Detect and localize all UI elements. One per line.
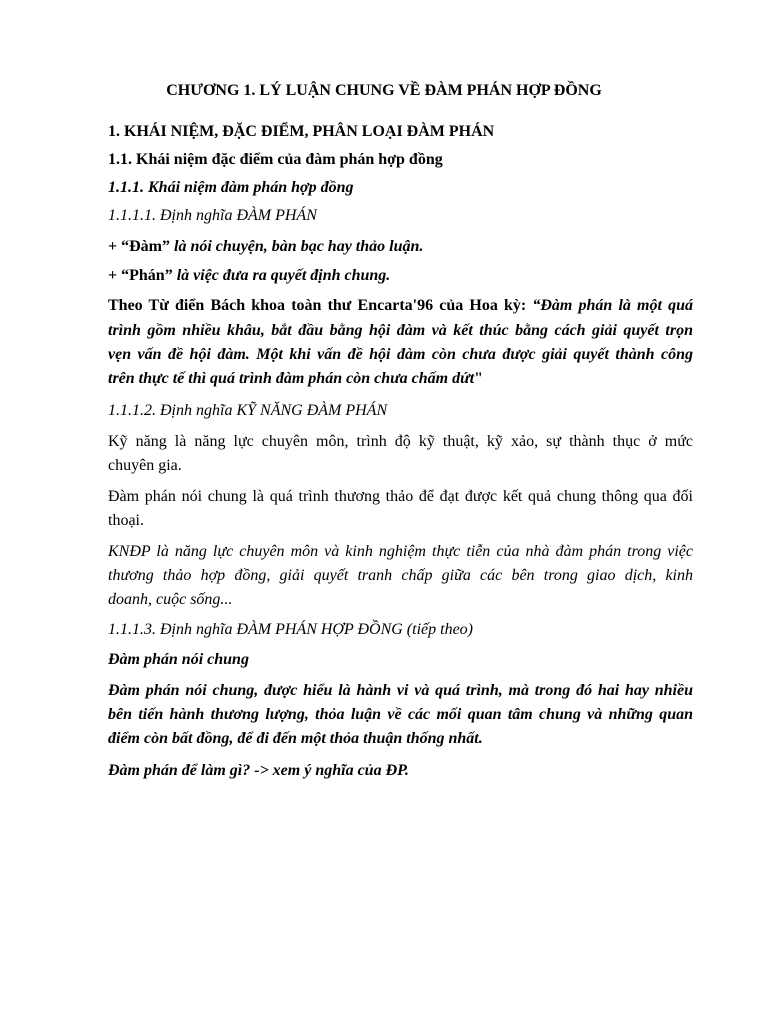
bullet-prefix: + bbox=[108, 238, 122, 255]
encarta-quote-end: trên thực tế thì quá trình đàm phán còn chưa chấm dứt bbox=[108, 370, 475, 387]
section-heading-1-1-1-2: 1.1.1.2. Định nghĩa KỸ NĂNG ĐÀM PHÁN bbox=[108, 402, 388, 419]
section-heading-1-1-1: 1.1.1. Khái niệm đàm phán hợp đồng bbox=[108, 179, 354, 196]
bullet-term: “Phán” bbox=[121, 267, 173, 284]
section-heading-1-1-1-3: 1.1.1.3. Định nghĩa ĐÀM PHÁN HỢP ĐỒNG (tiếp theo) bbox=[108, 621, 473, 638]
section-heading-1-1: 1.1. Khái niệm đặc điểm của đàm phán hợp đồng bbox=[108, 151, 443, 168]
purpose-line: Đàm phán để làm gì? -> xem ý nghĩa của ĐP. bbox=[108, 762, 409, 779]
kndp-line-1: KNĐP là năng lực chuyên môn và kinh nghiệm thực tiễn của nhà đàm phán trong việc bbox=[108, 543, 693, 560]
encarta-closing-mark: " bbox=[474, 370, 484, 387]
kndp-line-3: doanh, cuộc sống... bbox=[108, 591, 233, 608]
encarta-line-4 bbox=[108, 369, 483, 389]
section-heading-1: 1. KHÁI NIỆM, ĐẶC ĐIỂM, PHÂN LOẠI ĐÀM PHÁN bbox=[108, 123, 495, 140]
bullet-dam bbox=[108, 237, 423, 257]
kndp-line-2: thương thảo hợp đồng, giải quyết tranh chấp giữa các bên trong giao dịch, kinh bbox=[108, 567, 693, 584]
encarta-line-2: trình gồm nhiều khâu, bắt đầu bằng hội đàm và kết thúc bằng cách giải quyết trọn bbox=[108, 322, 693, 339]
encarta-source: Theo Từ điển Bách khoa toàn thư Encarta'96 của Hoa kỳ: bbox=[108, 297, 533, 314]
bullet-term: “Đàm” bbox=[121, 238, 171, 255]
general-line-1: Đàm phán nói chung, được hiểu là hành vi và quá trình, mà trong đó hai hay nhiều bbox=[108, 682, 693, 699]
general-line-3: điểm còn bất đồng, để đi đến một thỏa thuận thống nhất. bbox=[108, 730, 483, 747]
encarta-line-1 bbox=[108, 296, 693, 316]
general-heading: Đàm phán nói chung bbox=[108, 651, 249, 668]
general-line-2: bên tiến hành thương lượng, thỏa luận về các mối quan tâm chung và những quan bbox=[108, 706, 693, 723]
encarta-line-3: vẹn vấn đề hội đàm. Một khi vấn đề hội đàm còn chưa được giải quyết thành công bbox=[108, 346, 693, 363]
negotiation-line-2: thoại. bbox=[108, 512, 144, 529]
skill-line-1: Kỹ năng là năng lực chuyên môn, trình độ kỹ thuật, kỹ xảo, sự thành thục ở mức bbox=[108, 433, 693, 450]
bullet-text: là nói chuyện, bàn bạc hay thảo luận. bbox=[170, 238, 424, 255]
encarta-quote-start: “Đàm phán là một quá bbox=[532, 297, 693, 314]
bullet-text: là việc đưa ra quyết định chung. bbox=[172, 267, 391, 284]
negotiation-line-1: Đàm phán nói chung là quá trình thương thảo để đạt được kết quả chung thông qua đối bbox=[108, 488, 693, 505]
chapter-title: CHƯƠNG 1. LÝ LUẬN CHUNG VỀ ĐÀM PHÁN HỢP ĐỒNG bbox=[166, 82, 602, 99]
skill-line-2: chuyên gia. bbox=[108, 457, 182, 474]
section-heading-1-1-1-1: 1.1.1.1. Định nghĩa ĐÀM PHÁN bbox=[108, 207, 317, 224]
bullet-prefix: + bbox=[108, 267, 122, 284]
bullet-phan bbox=[108, 266, 390, 286]
